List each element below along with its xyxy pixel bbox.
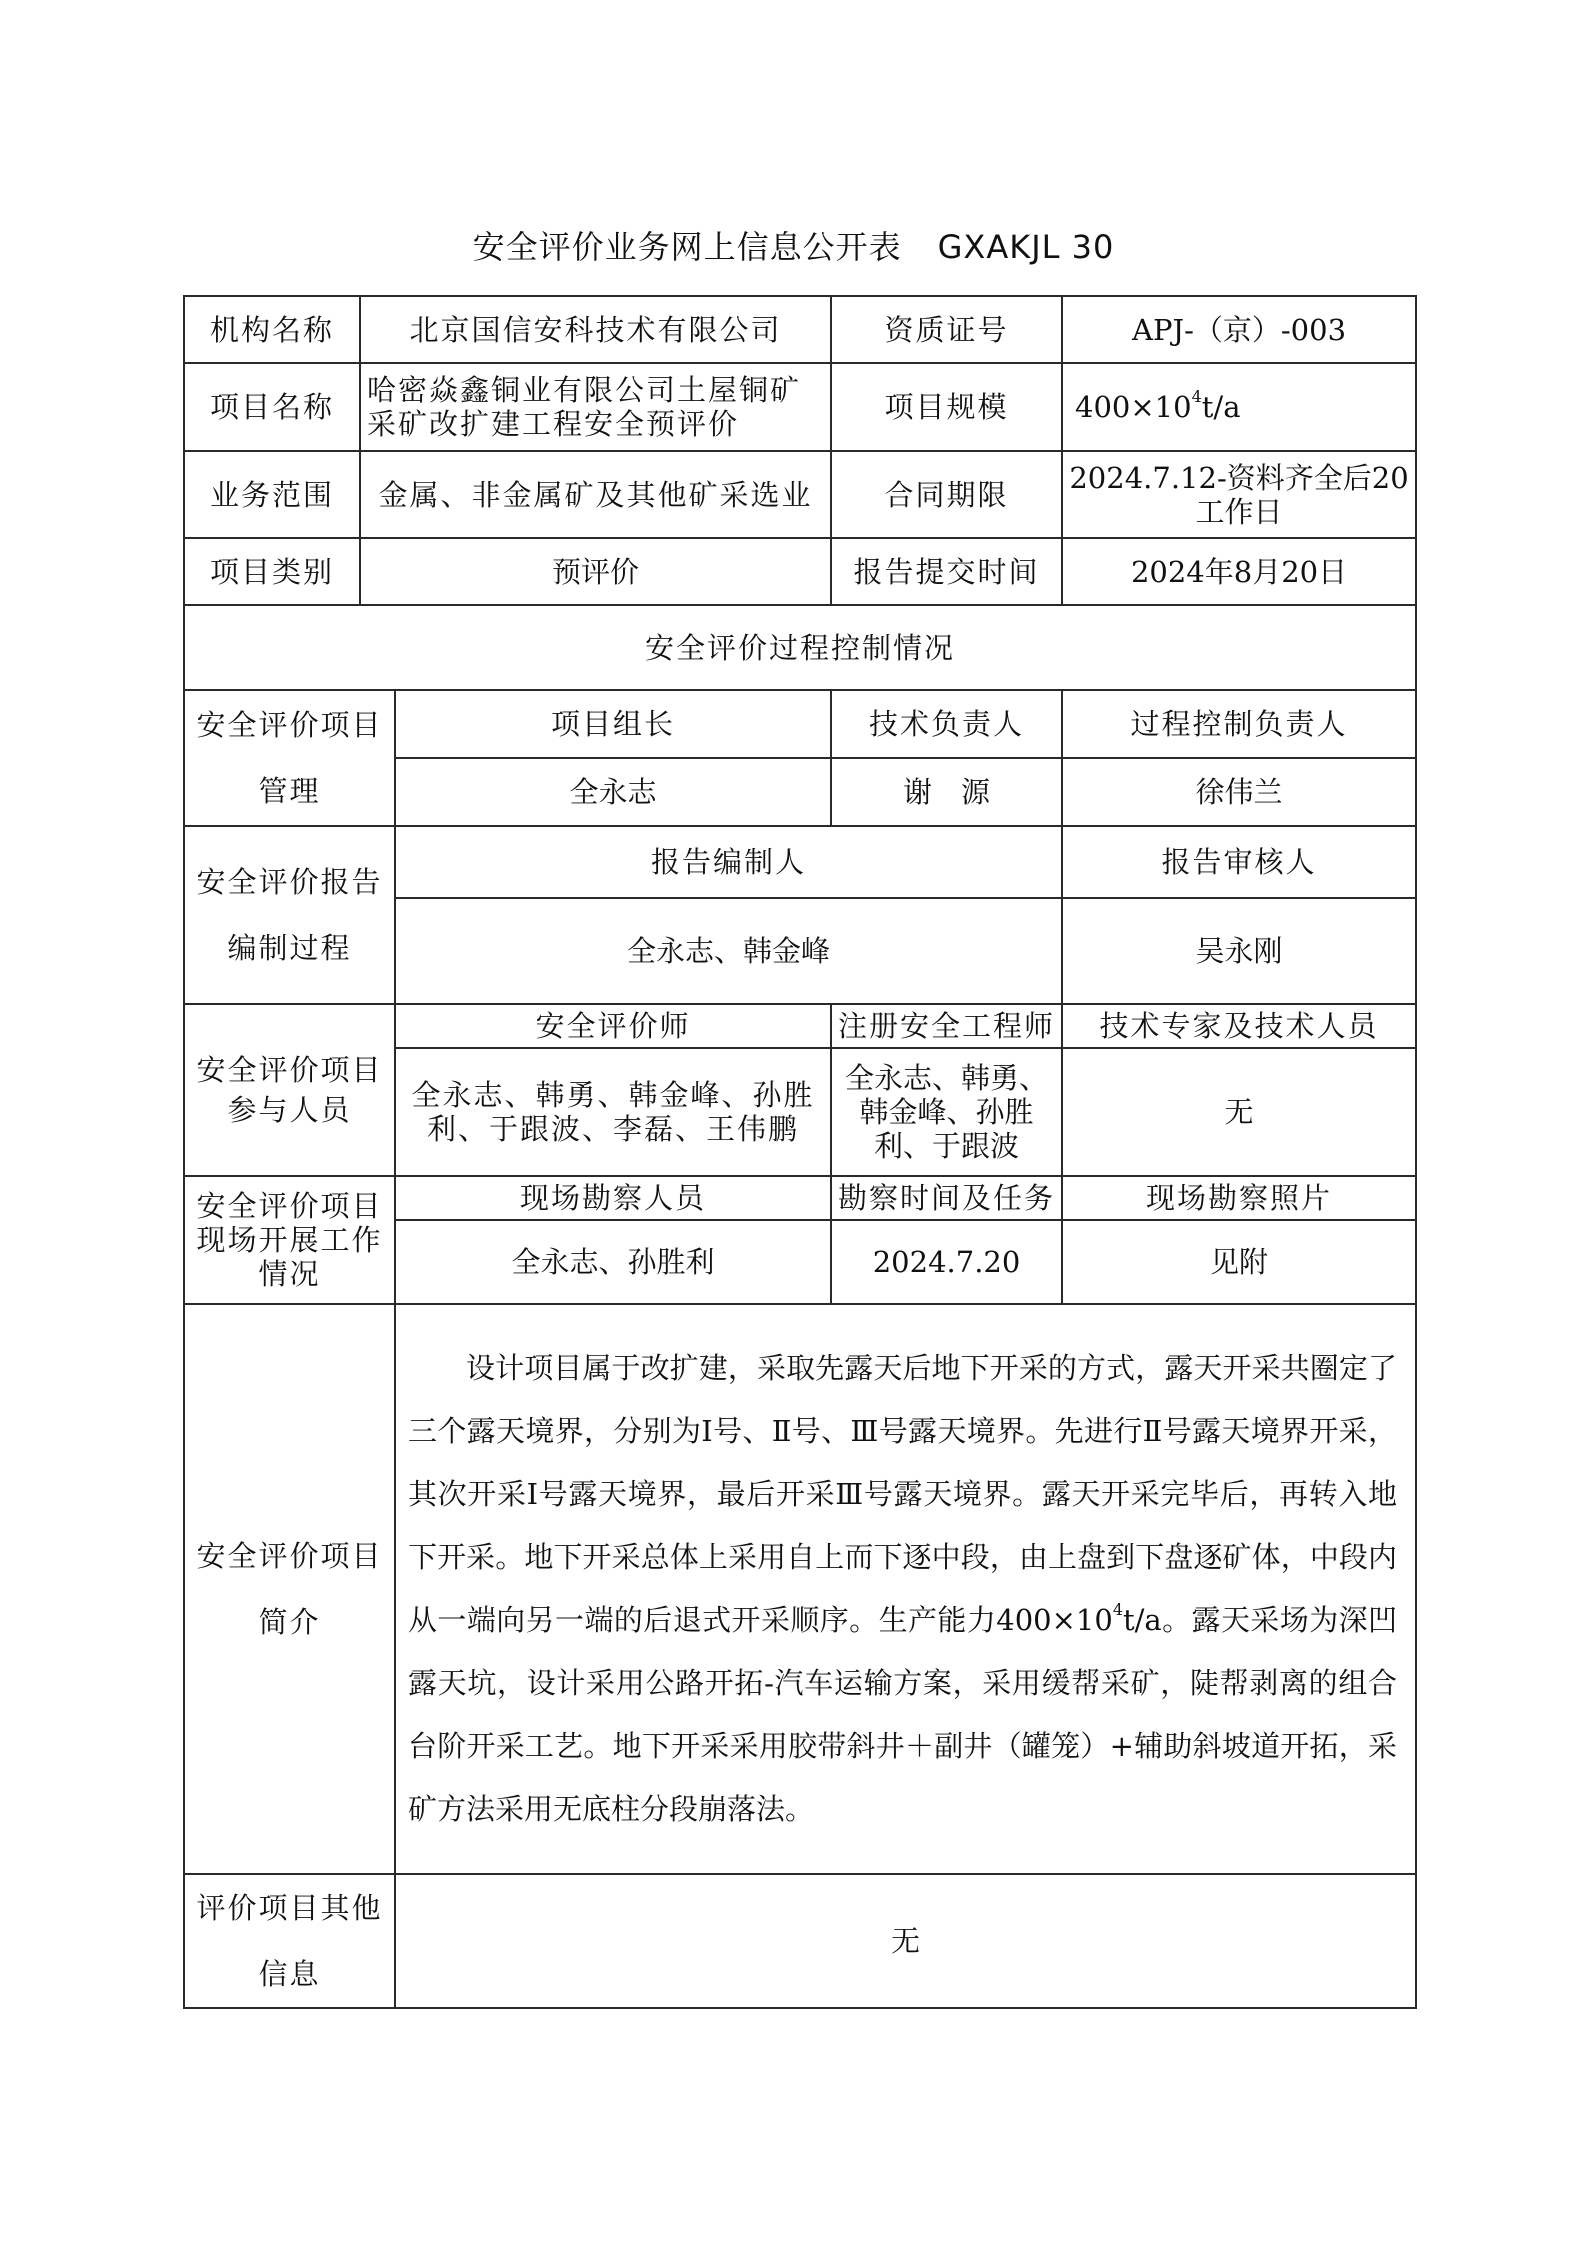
survey-time-header: 勘察时间及任务 (831, 1176, 1062, 1220)
row-organization (184, 296, 1416, 363)
category-value: 预评价 (360, 538, 831, 605)
document-title (0, 222, 1587, 268)
project-label: 项目名称 (184, 363, 360, 451)
row-process-header (184, 605, 1416, 690)
scope-value: 金属、非金属矿及其他矿采选业 (360, 451, 831, 538)
org-value: 北京国信安科技术有限公司 (360, 296, 831, 363)
row-field-headers (184, 1176, 1416, 1220)
intro-text (395, 1304, 1416, 1874)
row-intro (184, 1304, 1416, 1874)
form-code: GXAKJL 30 (937, 228, 1115, 266)
info-table (183, 295, 1417, 2009)
row-project (184, 363, 1416, 451)
row-scope (184, 451, 1416, 538)
process-control-header: 安全评价过程控制情况 (184, 605, 1416, 690)
scale-base: 400×10 (1075, 390, 1192, 424)
registered-engineer-value: 全永志、韩勇、韩金峰、孙胜利、于跟波 (831, 1048, 1062, 1176)
submit-time-label: 报告提交时间 (831, 538, 1062, 605)
row-participants-headers (184, 1004, 1416, 1048)
submit-time-value: 2024年8月20日 (1062, 538, 1416, 605)
intro-text-part2: t/a。露天采场为深凹露天坑，设计采用公路开拓-汽车运输方案，采用缓帮采矿，陡帮剥离的组合台阶开采工艺。地下开采采用胶带斜井＋副井（罐笼）+辅助斜坡道开拓，采矿方法采用无底柱分段崩落法。 (408, 1603, 1398, 1826)
safety-assessor-header: 安全评价师 (395, 1004, 831, 1048)
row-report-headers (184, 826, 1416, 898)
intro-label: 安全评价项目简介 (184, 1304, 395, 1874)
scale-value (1062, 363, 1416, 451)
field-staff-value: 全永志、孙胜利 (395, 1220, 831, 1304)
contract-label: 合同期限 (831, 451, 1062, 538)
scale-label: 项目规模 (831, 363, 1062, 451)
scale-exponent: 4 (1191, 387, 1202, 407)
org-label: 机构名称 (184, 296, 360, 363)
report-writer-value: 全永志、韩金峰 (395, 898, 1062, 1004)
field-staff-header: 现场勘察人员 (395, 1176, 831, 1220)
report-reviewer-value: 吴永刚 (1062, 898, 1416, 1004)
safety-assessor-value: 全永志、韩勇、韩金峰、孙胜利、于跟波、李磊、王伟鹏 (395, 1048, 831, 1176)
qualification-value: APJ-（京）-003 (1062, 296, 1416, 363)
contract-value: 2024.7.12-资料齐全后20工作日 (1062, 451, 1416, 538)
survey-time-value: 2024.7.20 (831, 1220, 1062, 1304)
other-info-value: 无 (395, 1874, 1416, 2008)
field-photos-value: 见附 (1062, 1220, 1416, 1304)
team-leader-value: 全永志 (395, 758, 831, 826)
registered-engineer-header: 注册安全工程师 (831, 1004, 1062, 1048)
row-management-headers (184, 690, 1416, 758)
team-leader-header: 项目组长 (395, 690, 831, 758)
management-label: 安全评价项目管理 (184, 690, 395, 826)
report-reviewer-header: 报告审核人 (1062, 826, 1416, 898)
row-other (184, 1874, 1416, 2008)
process-control-lead-header: 过程控制负责人 (1062, 690, 1416, 758)
scope-label: 业务范围 (184, 451, 360, 538)
report-writer-header: 报告编制人 (395, 826, 1062, 898)
field-work-label: 安全评价项目现场开展工作情况 (184, 1176, 395, 1304)
scale-unit: t/a (1201, 390, 1241, 424)
intro-text-exponent: 4 (1112, 1600, 1123, 1620)
participants-label: 安全评价项目参与人员 (184, 1004, 395, 1176)
tech-lead-header: 技术负责人 (831, 690, 1062, 758)
tech-lead-value: 谢 源 (831, 758, 1062, 826)
report-process-label: 安全评价报告编制过程 (184, 826, 395, 1004)
intro-text-part1: 设计项目属于改扩建，采取先露天后地下开采的方式，露天开采共圈定了三个露天境界，分别为Ⅰ号、Ⅱ号、Ⅲ号露天境界。先进行Ⅱ号露天境界开采，其次开采Ⅰ号露天境界，最后开采Ⅲ号露天境界。露天开采完毕后，再转入地下开采。地下开采总体上采用自上而下逐中段，由上盘到下盘逐矿体，中段内从一端向另一端的后退式开采顺序。生产能力400×10 (408, 1351, 1398, 1637)
tech-expert-header: 技术专家及技术人员 (1062, 1004, 1416, 1048)
process-control-lead-value: 徐伟兰 (1062, 758, 1416, 826)
tech-expert-value: 无 (1062, 1048, 1416, 1176)
title-text: 安全评价业务网上信息公开表 (472, 228, 902, 266)
project-value: 哈密焱鑫铜业有限公司土屋铜矿采矿改扩建工程安全预评价 (360, 363, 831, 451)
qualification-label: 资质证号 (831, 296, 1062, 363)
category-label: 项目类别 (184, 538, 360, 605)
row-category (184, 538, 1416, 605)
field-photos-header: 现场勘察照片 (1062, 1176, 1416, 1220)
other-info-label: 评价项目其他信息 (184, 1874, 395, 2008)
